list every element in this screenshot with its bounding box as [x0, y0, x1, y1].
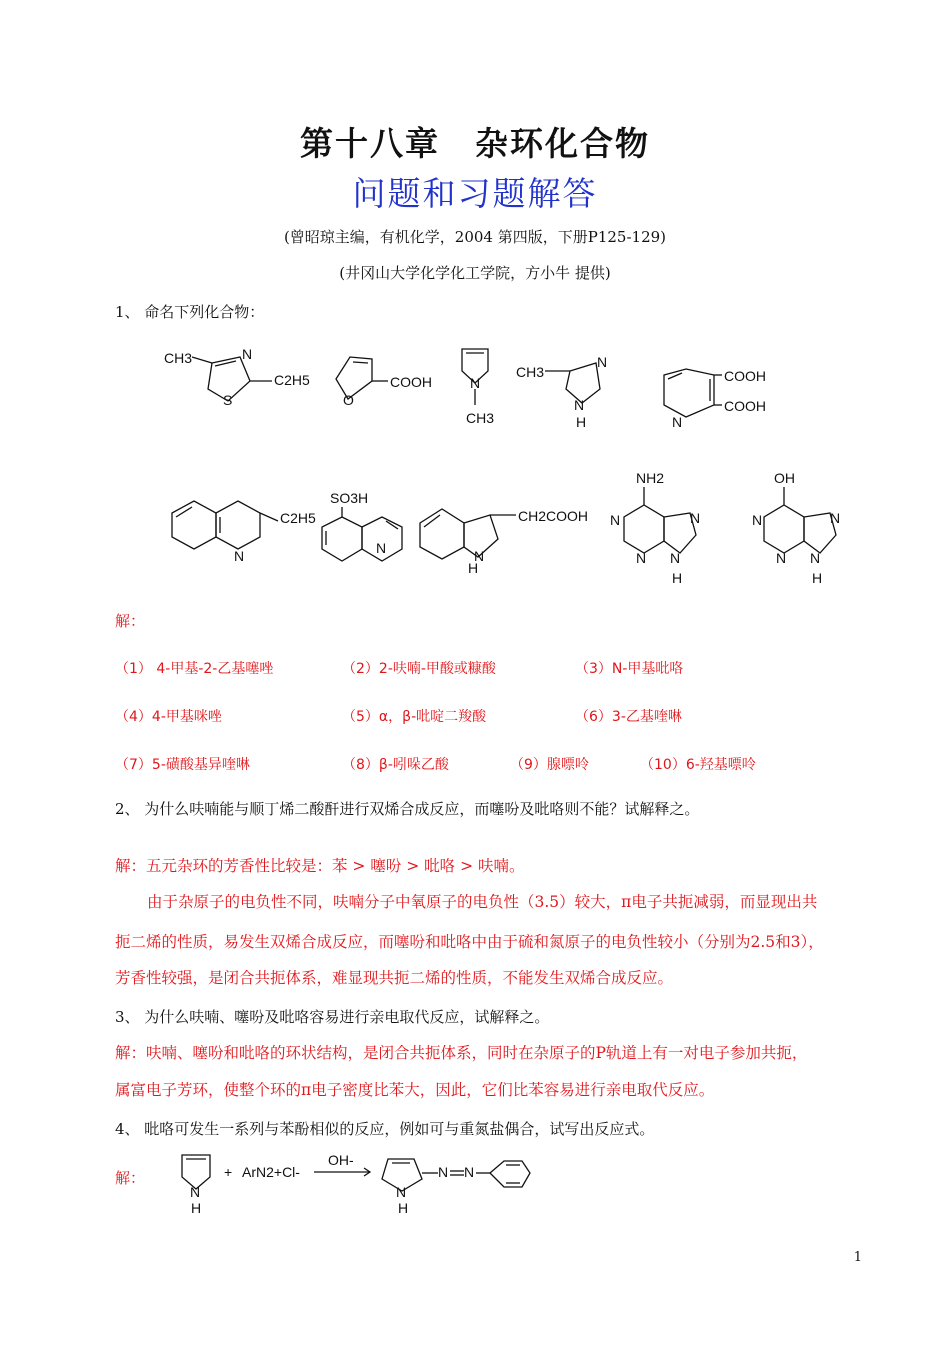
answer-8: （8）β-吲哚乙酸	[342, 757, 449, 773]
svg-text:C2H5: C2H5	[280, 510, 316, 526]
azo-product	[382, 1159, 530, 1216]
answer-7: （7）5-磺酸基异喹啉	[115, 757, 250, 773]
svg-text:N: N	[574, 397, 585, 413]
structure-hypoxanthine	[752, 470, 840, 586]
svg-text:H: H	[398, 1200, 409, 1216]
pyrrole-reactant	[182, 1155, 210, 1216]
structure-indole-acetic-acid	[420, 508, 588, 576]
svg-text:H: H	[672, 570, 683, 586]
answer-1: （1） 4-甲基-2-乙基噻唑	[115, 661, 274, 677]
answer-6: （6）3-乙基喹啉	[575, 709, 682, 725]
svg-text:N: N	[470, 375, 481, 391]
svg-text:N: N	[776, 550, 787, 566]
structure-adenine	[610, 470, 700, 586]
svg-text:CH3: CH3	[466, 410, 495, 426]
answer-3: （3）N-甲基吡咯	[575, 661, 684, 677]
svg-text:N: N	[396, 1184, 407, 1200]
svg-text:N: N	[670, 550, 681, 566]
question-3: 3、 为什么呋喃、噻吩及吡咯容易进行亲电取代反应，试解释之。	[115, 1008, 550, 1026]
svg-text:N: N	[376, 540, 387, 556]
q2-answer-p3: 芳香性较强，是闭合共扼体系，难显现共扼二烯的性质，不能发生双烯合成反应。	[115, 969, 674, 987]
provider-line: (井冈山大学化学化工学院，方小牛 提供)	[339, 264, 611, 282]
svg-text:N: N	[672, 414, 683, 430]
svg-text:OH: OH	[774, 470, 795, 486]
structure-4-methylimidazole	[516, 354, 607, 430]
q2-answer-line-1: 解：五元杂环的芳香性比较是：苯 > 噻吩 > 吡咯 > 呋喃。	[115, 857, 525, 875]
svg-text:N: N	[752, 512, 763, 528]
svg-text:N: N	[474, 548, 485, 564]
chapter-title: 第十八章 杂环化合物	[300, 124, 650, 163]
answer-4: （4）4-甲基咪唑	[115, 709, 222, 725]
page-number: 1	[853, 1250, 862, 1265]
svg-text:CH2COOH: CH2COOH	[518, 508, 589, 524]
svg-text:O: O	[343, 392, 354, 408]
svg-text:N: N	[690, 510, 701, 526]
structure-4-methyl-2-ethylthiazole	[164, 346, 310, 408]
svg-text:H: H	[812, 570, 823, 586]
svg-text:NH2: NH2	[636, 470, 665, 486]
svg-text:N: N	[830, 510, 841, 526]
svg-text:N: N	[242, 346, 253, 362]
structure-n-methylpyrrole	[462, 349, 494, 426]
svg-text:S: S	[223, 392, 233, 408]
svg-text:H: H	[191, 1200, 202, 1216]
q3-answer-p2: 属富电子芳环，使整个环的π电子密度比苯大，因此，它们比苯容易进行亲电取代反应。	[115, 1081, 715, 1099]
svg-text:N: N	[636, 550, 647, 566]
svg-text:SO3H: SO3H	[330, 490, 369, 506]
svg-text:N: N	[810, 550, 821, 566]
svg-text:COOH: COOH	[724, 368, 766, 384]
svg-text:C2H5: C2H5	[274, 372, 310, 388]
svg-text:H: H	[468, 560, 479, 576]
structure-isoquinoline-sulfonic-acid	[322, 490, 402, 561]
structure-3-ethylquinoline	[172, 501, 316, 564]
structure-pyridine-dicarboxylic-acid	[664, 368, 766, 430]
structures-row-2	[150, 465, 850, 590]
source-line: (曾昭琼主编，有机化学，2004 第四版，下册P125-129)	[283, 228, 667, 246]
svg-text:COOH: COOH	[724, 398, 766, 414]
q3-answer-p1: 解：呋喃、噻吩和吡咯的环状结构，是闭合共扼体系，同时在杂原子的P轨道上有一对电子参加共扼，	[115, 1044, 808, 1062]
svg-text:N: N	[597, 354, 608, 370]
svg-text:CH3: CH3	[516, 364, 545, 380]
svg-text:H: H	[576, 414, 587, 430]
svg-text:N: N	[464, 1164, 475, 1180]
q4-answer-label: 解：	[115, 1169, 146, 1187]
answer-10: （10）6-羟基嘌呤	[640, 757, 756, 773]
svg-text:N: N	[610, 512, 621, 528]
question-4: 4、 吡咯可发生一系列与苯酚相似的反应，例如可与重氮盐偶合，试写出反应式。	[115, 1120, 655, 1138]
structure-furoic-acid	[336, 357, 432, 408]
svg-text:CH3: CH3	[164, 350, 193, 366]
svg-text:COOH: COOH	[390, 374, 432, 390]
answer-2: （2）2-呋喃-甲酸或糠酸	[342, 661, 496, 677]
question-2: 2、 为什么呋喃能与顺丁烯二酸酐进行双烯合成反应，而噻吩及吡咯则不能？试解释之。	[115, 800, 700, 818]
svg-text:N: N	[234, 548, 245, 564]
q1-answer-label: 解：	[115, 612, 146, 630]
answer-5: （5）α，β-吡啶二羧酸	[342, 709, 487, 725]
svg-text:+: +	[224, 1164, 233, 1180]
svg-text:OH-: OH-	[328, 1152, 354, 1168]
azo-coupling-reaction	[170, 1145, 550, 1220]
answer-9: （9）腺嘌呤	[510, 757, 589, 773]
q2-answer-p1: 由于杂原子的电负性不同，呋喃分子中氧原子的电负性（3.5）较大，π电子共扼减弱，而显现出共	[147, 893, 818, 911]
question-1: 1、 命名下列化合物：	[115, 303, 265, 321]
svg-text:N: N	[190, 1184, 201, 1200]
reaction-arrow	[314, 1152, 370, 1176]
subtitle: 问题和习题解答	[352, 174, 598, 213]
q2-answer-p2: 扼二烯的性质，易发生双烯合成反应，而噻吩和吡咯中由于硫和氮原子的电负性较小（分别为2.5和3），	[115, 933, 824, 951]
svg-text:ArN2+Cl-: ArN2+Cl-	[242, 1164, 300, 1180]
structures-row-1	[150, 335, 810, 435]
svg-text:N: N	[438, 1164, 449, 1180]
